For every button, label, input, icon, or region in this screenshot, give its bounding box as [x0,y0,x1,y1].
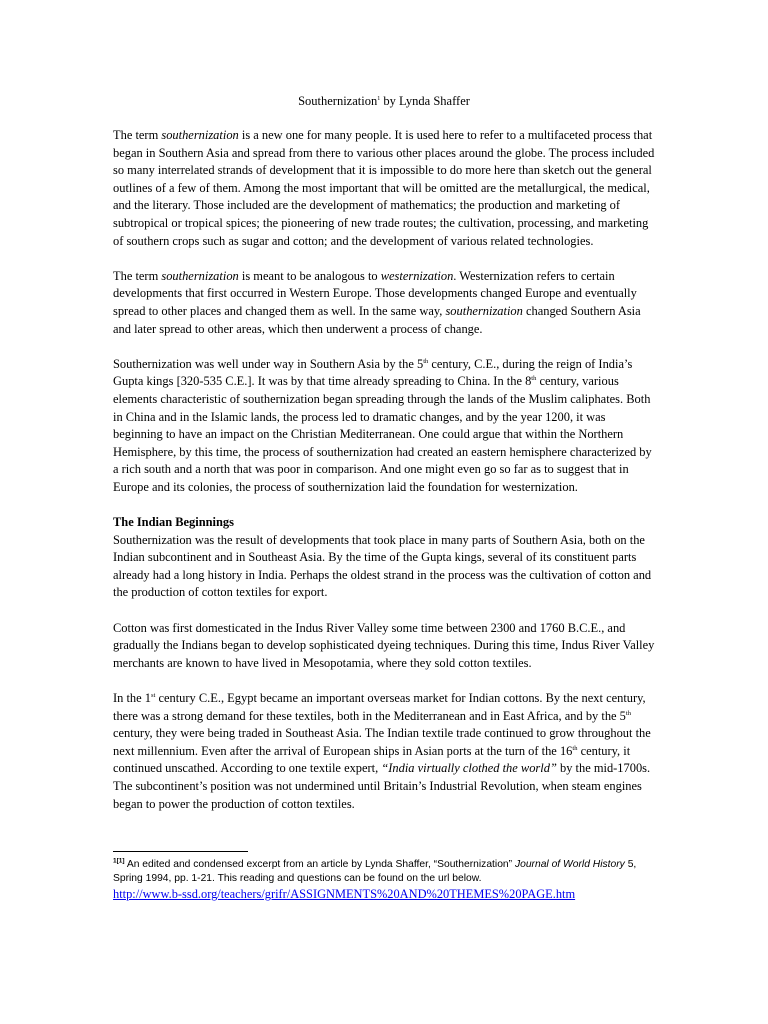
italic-term: southernization [161,268,239,283]
text-run: The term [113,128,162,142]
paragraph-2 [113,268,658,338]
paragraph-6 [113,690,658,813]
section-indian-beginnings [113,514,658,602]
ordinal-suffix: th [423,357,429,365]
text-run: century, various elements characteristic of southernization began spreading through the lands of the Muslim caliphates. Both in China and in the Islamic lands, the process led to dramatic changes, and by the year 1200, it was beginning to have an impact on the Christian Mediterranean. One could argue that within the Northern Hemisphere, by this time, the process of southernization had created an eastern hemisphere characterized by a rich south and a north that was poor in comparison. And one might even go so far as to suggest that in Europe and its colonies, the process of southernization laid the foundation for westernization. [113,374,652,494]
text-run: Southernization was well under way in Southern Asia by the 5 [113,356,424,371]
text-run: An edited and condensed excerpt from an article by Lynda Shaffer, “Southernization” [124,859,515,870]
text-run: In the 1 [113,691,151,705]
ordinal-suffix: th [572,744,578,752]
paragraph-1 [113,127,658,250]
paragraph-5: Cotton was first domesticated in the Indus River Valley some time between 2300 and 1760 B.C.E., and gradually the Indians began to develop sophisticated dyeing techniques. During this time, Indus River Valley merchants are known to have lived in Mesopotamia, where they sold cotton textiles. [113,620,655,670]
text-run: changed Southern Asia and later spread to other areas, which then underwent a process of change. [113,303,641,336]
text-run: century, they were being traded in Southeast Asia. The Indian textile trade continued to grow throughout the next millennium. Even after the arrival of European ships in Asian ports at the turn of the 16 [113,726,651,758]
text-run: century, C.E., during the reign of India’s Gupta kings [320-535 C.E.]. It was by that time already spreading to China. In the 8 [113,356,633,389]
section-heading: The Indian Beginnings [113,515,234,530]
text-run: The term [113,268,162,283]
title-text: Southernization [298,94,378,108]
journal-title: Journal of World History [514,859,625,870]
italic-quote: “India virtually clothed the world” [381,761,557,776]
text-run: by the mid-1700s. The subcontinent’s position was not undermined until Britain’s Industrial Revolution, when steam engines began to power the production of cotton textiles. [113,761,651,811]
footnote-marker: 1[1] [113,857,125,865]
text-run: is a new one for many people. It is used here to refer to a multifaceted process that began in Southern Asia and spread from there to various other places around the globe. The process included so many interrelated strands of development that it is impossible to do more here than sketch out the general outlines of a few of them. Among the most important that will be omitted are the metallurgical, the medical, and the literary. Those included are the development of mathematics; the production and marketing of subtropical or tropical spices; the pioneering of new trade routes; the cultivation, processing, and marketing of southern crops such as sugar and cotton; and the development of various related technologies. [113,128,655,248]
footnote-url-link[interactable]: http://www.b-ssd.org/teachers/grifr/ASSIGNMENTS%20AND%20THEMES%20PAGE.htm [113,887,576,901]
italic-term: southernization [161,128,239,142]
footnote-divider [113,851,248,852]
ordinal-suffix: th [531,375,537,383]
text-run: is meant to be analogous to [238,268,381,283]
document-title [0,93,768,109]
italic-term: westernization [380,268,454,283]
ordinal-suffix: th [625,709,631,717]
document-body [113,127,658,831]
text-run: century, it continued unscathed. According to one textile expert, [113,743,631,776]
paragraph-3 [113,356,658,497]
text-run: 5, Spring 1994, pp. 1-21. This reading and questions can be found on the url below. [113,859,637,884]
ordinal-suffix: st [151,691,156,699]
italic-term: southernization [445,303,523,318]
footnote [113,858,658,885]
text-run: century C.E., Egypt became an important overseas market for Indian cottons. By the next century, there was a strong demand for these textiles, both in the Mediterranean and in East Africa, and by the 5 [113,691,646,723]
text-run: . Westernization refers to certain developments that first occurred in Western Europe. Those developments changed Europe and eventually spread to other places and changed them as well. In the same way, [113,268,637,318]
title-author: by Lynda Shaffer [380,94,470,108]
paragraph-4: Southernization was the result of developments that took place in many parts of Southern Asia, both on the Indian subcontinent and in Southeast Asia. By the time of the Gupta kings, several of its constituent parts already had a long history in India. Perhaps the oldest strand in the process was the cultivation of cotton and the production of cotton textiles for export. [113,532,652,600]
footnote-reference[interactable]: 1 [377,95,381,102]
